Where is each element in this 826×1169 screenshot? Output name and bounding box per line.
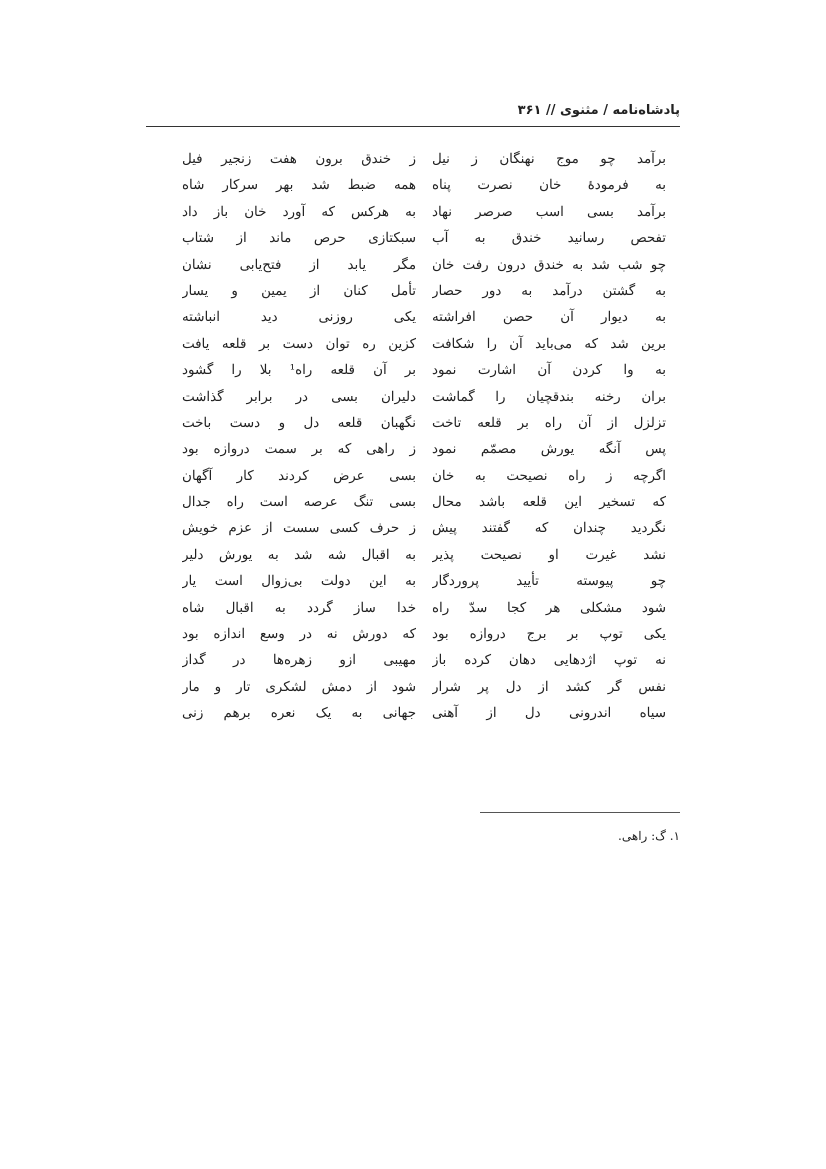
verse-line: نگهبان قلعه دل و دست باخت — [182, 415, 416, 431]
verse-line: برآمد بسی اسب صرصر نهاد — [432, 204, 666, 220]
verse-line: بران رخنه بندقچیان را گماشت — [432, 389, 666, 405]
verse-line: ز خندق برون هفت زنجیر فیل — [182, 152, 416, 167]
verse-line: سیاه اندرونی دل از آهنی — [432, 706, 666, 722]
verse-line: ز حرف کسی سست از عزم خویش — [182, 521, 416, 537]
verse-line: نفس گر کشد از دل پر شرار — [432, 679, 666, 695]
verse-line: سبکتازی حرص ماند از شتاب — [182, 231, 416, 247]
right-verse-column — [432, 147, 666, 728]
header-rule — [146, 126, 680, 127]
verse-line: تأمل کنان از یمین و یسار — [182, 283, 416, 299]
footnote-rule — [480, 812, 680, 813]
verse-line: به هرکس که آورد خان باز داد — [182, 204, 416, 220]
verse-line: به فرمودهٔ خان نصرت پناه — [432, 178, 666, 194]
verse-line: ز راهی که بر سمت دروازه بود — [182, 442, 416, 458]
verse-line: برآمد چو موج نهنگان ز نیل — [432, 152, 666, 167]
verse-line: بسی عرض کردند کار آگهان — [182, 468, 416, 484]
verse-line: تزلزل از آن راه بر قلعه تاخت — [432, 415, 666, 431]
verse-line: یکی توپ بر برج دروازه بود — [432, 627, 666, 643]
verse-line: که تسخیر این قلعه باشد محال — [432, 495, 666, 511]
verse-line: همه ضبط شد بهر سرکار شاه — [182, 178, 416, 194]
verse-line: اگرچه ز راه نصیحت به خان — [432, 468, 666, 484]
footnote: ۱. گ: راهی. — [618, 829, 680, 843]
verse-line: نگردید چندان که گفتند پیش — [432, 521, 666, 537]
verse-line: بسی تنگ عرصه است راه جدال — [182, 495, 416, 511]
verse-line: بر آن قلعه راه¹ بلا را گشود — [182, 363, 416, 379]
verse-line: تفحص رسانید خندق به آب — [432, 231, 666, 247]
verse-line: جهانی به یک نعره برهم زنی — [182, 706, 416, 722]
verse-line: چو پیوسته تأیید پروردگار — [432, 574, 666, 590]
verse-line: خدا ساز گردد به اقبال شاه — [182, 600, 416, 616]
left-verse-column — [182, 147, 416, 728]
verse-line: شود از دمش لشکری تار و مار — [182, 679, 416, 695]
verse-line: به گشتن درآمد به دور حصار — [432, 283, 666, 299]
verse-line: که دورش نه در وسع اندازه بود — [182, 627, 416, 643]
verse-line: دلیران بسی در برابر گذاشت — [182, 389, 416, 405]
verse-line: برین شد که می‌باید آن را شکافت — [432, 336, 666, 352]
verse-line: مگر یابد از فتح‌یابی نشان — [182, 257, 416, 273]
verse-line: به وا کردن آن اشارت نمود — [432, 363, 666, 379]
verse-line: نشد غیرت او نصیحت پذیر — [432, 547, 666, 563]
verse-line: به دیوار آن حصن افراشته — [432, 310, 666, 326]
verse-line: کزین ره توان دست بر قلعه یافت — [182, 336, 416, 352]
verse-line: یکی روزنی دید انباشته — [182, 310, 416, 326]
verse-line: پس آنگه یورش مصمّم نمود — [432, 442, 666, 458]
verse-line: به اقبال شه شد به یورش دلیر — [182, 547, 416, 563]
verse-line: شود مشکلی هر کجا سدّ راه — [432, 600, 666, 616]
verse-line: چو شب شد به خندق درون رفت خان — [432, 257, 666, 273]
verse-line: مهیبی ازو زهره‌ها در گداز — [182, 653, 416, 669]
running-header: پادشاه‌نامه / مثنوی // ۳۶۱ — [517, 103, 680, 118]
verse-line: نه توپ اژدهایی دهان کرده باز — [432, 653, 666, 669]
verse-line: به این دولت بی‌زوال است یار — [182, 574, 416, 590]
